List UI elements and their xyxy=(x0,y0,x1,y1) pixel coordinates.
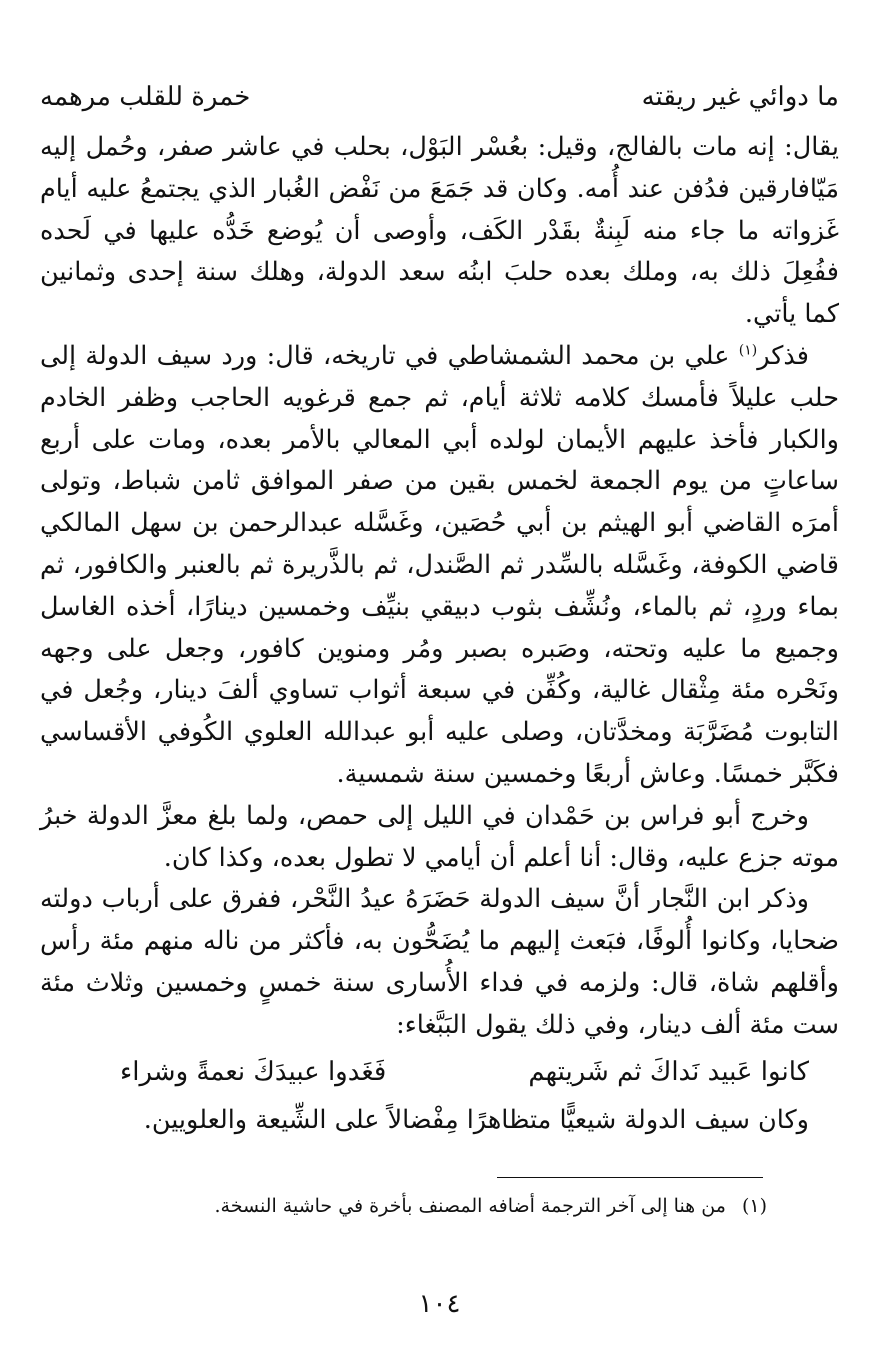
verse-hemistich-second: فَغَدوا عبيدَكَ نعمةً وشراء xyxy=(120,1057,387,1087)
verse-hemistich-first: كانوا عَبيد نَداكَ ثم شَريتهم xyxy=(528,1057,809,1087)
footnote-number: (١) xyxy=(741,1195,767,1217)
footnote-reference: (١) xyxy=(738,342,758,359)
verse-hemistich-second: خمرة للقلب مرهمه xyxy=(40,82,251,112)
paragraph-shiism: وكان سيف الدولة شيعيًّا متظاهرًا مِفْضالاً على الشِّيعة والعلويين. xyxy=(143,1105,809,1135)
page-number: ١٠٤ xyxy=(418,1289,461,1319)
footnote xyxy=(40,1190,767,1222)
footnote-text: من هنا إلى آخر الترجمة أضافه المصنف بأخرة في حاشية النسخة. xyxy=(214,1195,726,1217)
footnote-separator xyxy=(497,1177,763,1178)
verse-line-bottom xyxy=(120,1052,809,1092)
paragraph-ibn-najjar: وذكر ابن النَّجار أنَّ سيف الدولة حَضَرَهُ عيدُ النَّحْر، ففرق على أرباب دولته ضحايا، وكانوا أُلوفًا، فبَعث إليهم ما يُضَحُّون به، فأكثر من ناله منهم مئة رأس وأقلهم شاة، قال: ولزمه في فداء الأُسارى سنة خمسٍ وخمسين وثلاث مئة ست مئة ألف دينار، وفي ذلك يقول البَبَّغاء: xyxy=(40,884,839,1040)
body-text-closing xyxy=(40,1100,839,1142)
paragraph-body: علي بن محمد الشمشاطي في تاريخه، قال: ورد سيف الدولة إلى حلب عليلاً فأمسك كلامه ثلاثة أيام، ثم جمع قرغويه الحاجب وظفر الخادم والكبار فأخذ عليهم الأيمان لولده أبي المعالي بالأمر بعده، ومات على أربع ساعاتٍ من يوم الجمعة لخمس بقين من صفر الموافق ثامن شباط، وتولى أمرَه القاضي أبو الهيثم بن أبي حُصَين، وغَسَّله عبدالرحمن بن سهل المالكي قاضي الكوفة، وغَسَّله بالسِّدر ثم الصَّندل، ثم بالذَّريرة ثم بالعنبر والكافور، ثم بماء وردٍ، ثم بالماء، ونُشِّف بثوب دبيقي بنيِّف وخمسين دينارًا، أخذه الغاسل وجميع ما عليه وتحته، وصَبره بصبر ومُر ومنوين كافور، وجعل على وجهه ونَحْره مئة مِثْقال غالية، وكُفِّن في سبعة أثواب تساوي ألفَ دينار، وجُعل في التابوت مُضَرَّبَة ومخدَّتان، وصلى عليه أبو عبدالله العلوي الكُوفي الأقساسي فكَبَّر خمسًا. وعاش أربعًا وخمسين سنة شمسية. xyxy=(40,340,839,789)
paragraph-death-burial: يقال: إنه مات بالفالج، وقيل: بعُسْر البَوْل، بحلب في عاشر صفر، وحُمل إليه مَيّافارقين فدُفن عند أُمه. وكان قد جَمَعَ من نَفْض الغُبار الذي يجتمعُ عليه أيام غَزواته ما جاء منه لَبِنةٌ بقَدْر الكَف، وأوصى أن يُوضع خَدُّه عليها في لَحده ففُعِلَ ذلك به، وملك بعده حلبَ ابنُه سعد الدولة، وهلك سنة إحدى وثمانين كما يأتي. xyxy=(40,132,839,330)
verse-line-top xyxy=(40,77,839,117)
verse-hemistich-first: ما دوائي غير ريقته xyxy=(641,82,839,112)
paragraph-shamshati-account xyxy=(40,336,839,796)
paragraph-lead-word: فذكر xyxy=(757,340,809,371)
body-text-upper xyxy=(40,127,839,1047)
paragraph-abu-firas: وخرج أبو فراس بن حَمْدان في الليل إلى حمص، ولما بلغ معزَّ الدولة خبرُ موته جزع عليه، وقال: أنا أعلم أن أيامي لا تطول بعده، وكذا كان. xyxy=(40,800,839,873)
